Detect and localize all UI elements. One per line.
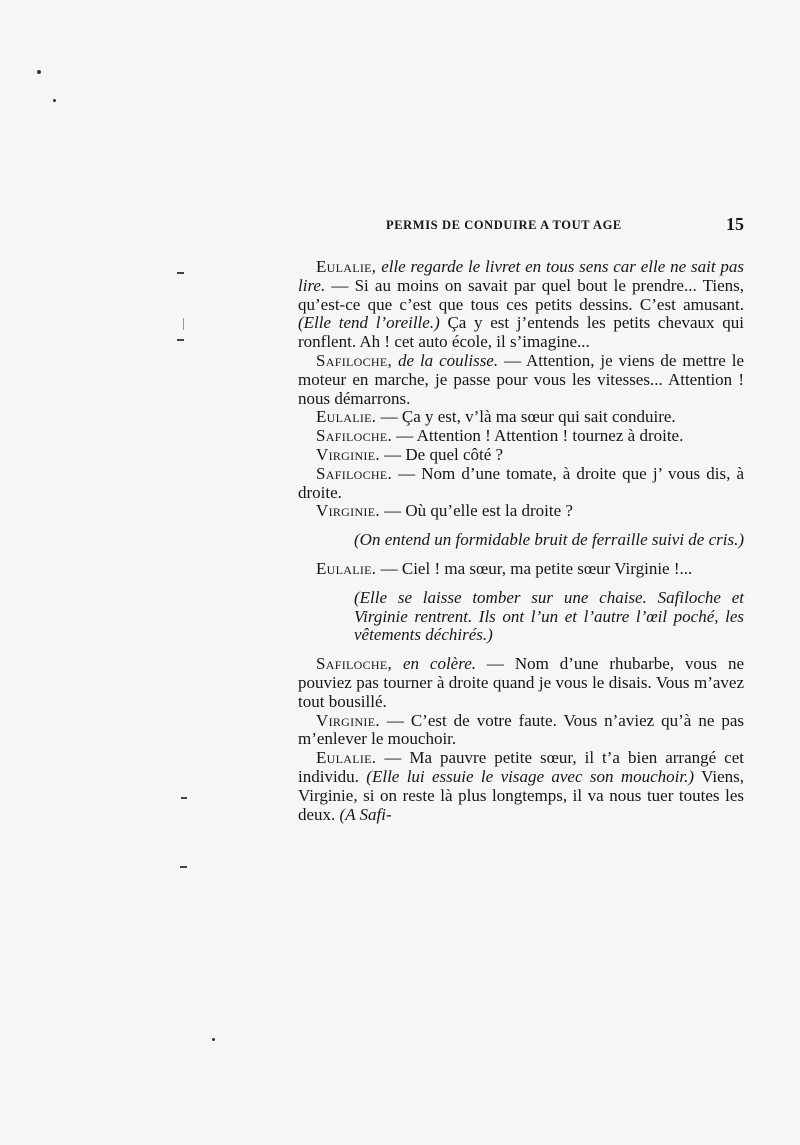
speaker-name: Safiloche, — [316, 350, 393, 370]
speaker-name: Virginie. — [316, 710, 380, 730]
dialogue-text: — Attention ! Attention ! tournez à droite. — [392, 426, 684, 446]
play-text — [298, 258, 744, 824]
stage-direction-block: (Elle se laisse tomber sur une chaise. Safiloche et Virginie rentrent. Ils ont l’un et l’autre l’œil poché, les vêtements déchirés.) — [354, 587, 744, 645]
dialogue-paragraph — [298, 465, 744, 503]
speaker-name: Safiloche, — [316, 654, 393, 674]
dialogue-paragraph — [298, 502, 744, 521]
dialogue-text: Viens, Virginie, si on reste là plus longtemps, il va nous tuer toutes les deux. — [298, 766, 744, 824]
dialogue-paragraph — [298, 352, 744, 408]
speaker-name: Eulalie. — [316, 558, 377, 578]
page-speck — [53, 99, 56, 102]
speaker-name: Safiloche. — [316, 426, 393, 446]
speaker-name: Virginie. — [316, 444, 380, 464]
running-title: PERMIS DE CONDUIRE A TOUT AGE — [386, 218, 622, 232]
dialogue-text: — C’est de votre faute. Vous n’aviez qu’à ne pas m’enlever le mouchoir. — [298, 710, 744, 749]
dialogue-text: — Ça y est, v’là ma sœur qui sait conduire. — [376, 407, 676, 427]
dialogue-paragraph — [298, 427, 744, 446]
speaker-name: Virginie. — [316, 501, 380, 521]
dialogue-text: — Ciel ! ma sœur, ma petite sœur Virginie !... — [376, 558, 693, 578]
page-speck — [212, 1038, 215, 1041]
dialogue-text: — Attention, je viens de mettre le moteur en marche, je passe pour vous les vitesses... Attention ! nous démarrons. — [298, 350, 744, 408]
dialogue-paragraph — [298, 655, 744, 711]
stage-direction-block: (On entend un formidable bruit de ferraille suivi de cris.) — [354, 530, 744, 550]
running-header — [298, 214, 744, 238]
dialogue-text: — De quel côté ? — [379, 444, 504, 464]
speaker-name: Eulalie. — [316, 407, 377, 427]
dialogue-text: — Ma pauvre petite sœur, il t’a bien arrangé cet individu. — [298, 748, 744, 786]
dialogue-paragraph — [298, 712, 744, 750]
dialogue-paragraph — [298, 258, 744, 352]
margin-mark — [177, 272, 184, 274]
speaker-name: Safiloche. — [316, 463, 393, 483]
stage-direction: (A Safi- — [339, 804, 392, 824]
dialogue-text: — Si au moins on savait par quel bout le prendre... Tiens, qu’est-ce que c’est que tous ces petits dessins. C’est amusant. — [298, 275, 744, 314]
dialogue-text: — Nom d’une rhubarbe, vous ne pouviez pas tourner à droite quand je vous le disais. Vous m’avez tout bousillé. — [298, 654, 745, 711]
margin-mark — [183, 318, 184, 330]
margin-mark — [181, 797, 187, 799]
speaker-name: Eulalie. — [316, 748, 377, 768]
dialogue-paragraph — [298, 446, 744, 465]
stage-direction: (Elle tend l’oreille.) — [298, 313, 440, 333]
dialogue-paragraph — [298, 749, 744, 824]
dialogue-text: — Où qu’elle est la droite ? — [379, 501, 573, 521]
margin-mark — [180, 866, 187, 868]
stage-direction: (Elle lui essuie le visage avec son mouchoir.) — [366, 766, 695, 786]
speaker-name: Eulalie, — [316, 257, 377, 276]
dialogue-text: — Nom d’une tomate, à droite que j’ vous dis, à droite. — [298, 463, 744, 502]
margin-mark — [177, 339, 184, 341]
stage-direction: en colère. — [392, 654, 477, 674]
page-number: 15 — [726, 214, 744, 234]
page-speck — [37, 70, 41, 74]
stage-direction: elle regarde le livret en tous sens car elle ne sait pas lire. — [298, 257, 744, 295]
dialogue-text: Ça y est j’entends les petits chevaux qui ronflent. Ah ! cet auto école, il s’imagine... — [298, 313, 744, 352]
dialogue-paragraph — [298, 560, 744, 579]
dialogue-paragraph — [298, 408, 744, 427]
stage-direction: de la coulisse. — [392, 350, 499, 370]
